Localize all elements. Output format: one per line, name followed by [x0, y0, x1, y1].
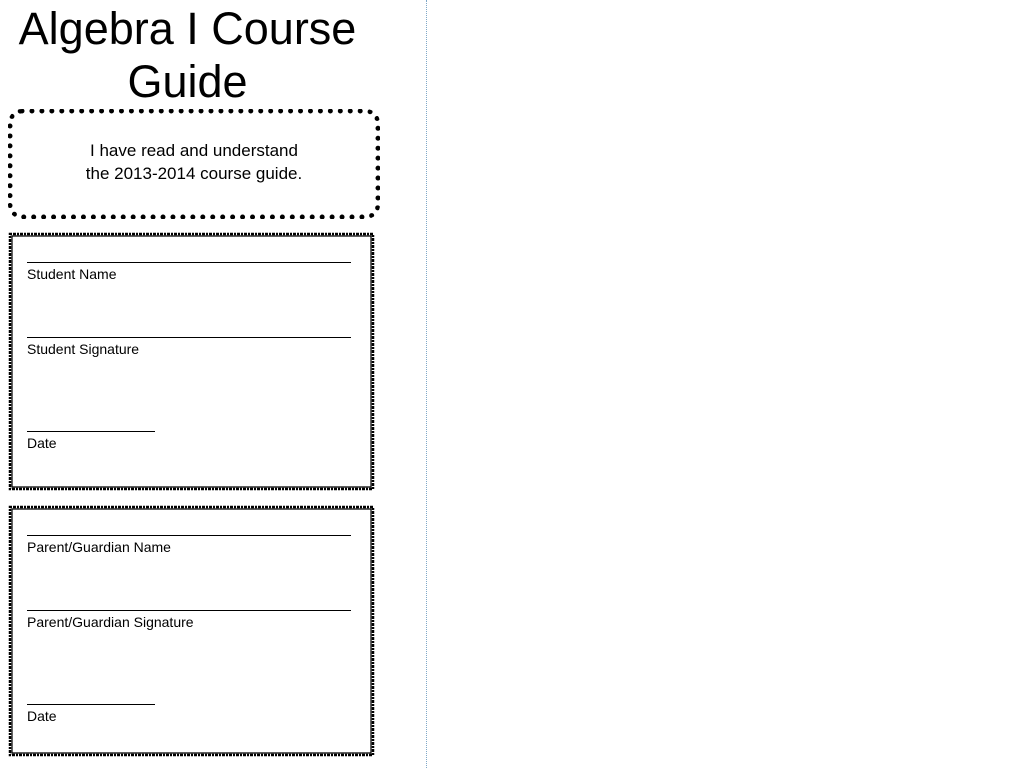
fold-divider: [426, 0, 427, 768]
parent-date-field[interactable]: [27, 704, 155, 725]
parent-date-line[interactable]: [27, 704, 155, 705]
parent-name-field[interactable]: [27, 535, 351, 556]
acknowledgement-box: [8, 109, 380, 219]
student-date-line[interactable]: [27, 431, 155, 432]
student-name-line[interactable]: [27, 262, 351, 263]
student-name-label: Student Name: [27, 266, 117, 282]
parent-name-line[interactable]: [27, 535, 351, 536]
parent-signature-box: [10, 507, 373, 755]
student-signature-line[interactable]: [27, 337, 351, 338]
student-signature-box: [10, 234, 373, 489]
student-name-field[interactable]: [27, 262, 351, 283]
acknowledgement-text: [13, 139, 375, 185]
acknowledgement-line-2: the 2013-2014 course guide.: [85, 164, 303, 183]
student-date-field[interactable]: [27, 431, 155, 452]
student-signature-field[interactable]: [27, 337, 351, 358]
parent-signature-field[interactable]: [27, 610, 351, 631]
acknowledgement-line-1: I have read and understand: [90, 141, 298, 160]
parent-signature-line[interactable]: [27, 610, 351, 611]
page-title: Algebra I Course Guide: [18, 3, 357, 107]
parent-date-label: Date: [27, 708, 57, 724]
parent-signature-label: Parent/Guardian Signature: [27, 614, 194, 630]
parent-name-label: Parent/Guardian Name: [27, 539, 171, 555]
student-signature-label: Student Signature: [27, 341, 140, 357]
student-date-label: Date: [27, 435, 57, 451]
